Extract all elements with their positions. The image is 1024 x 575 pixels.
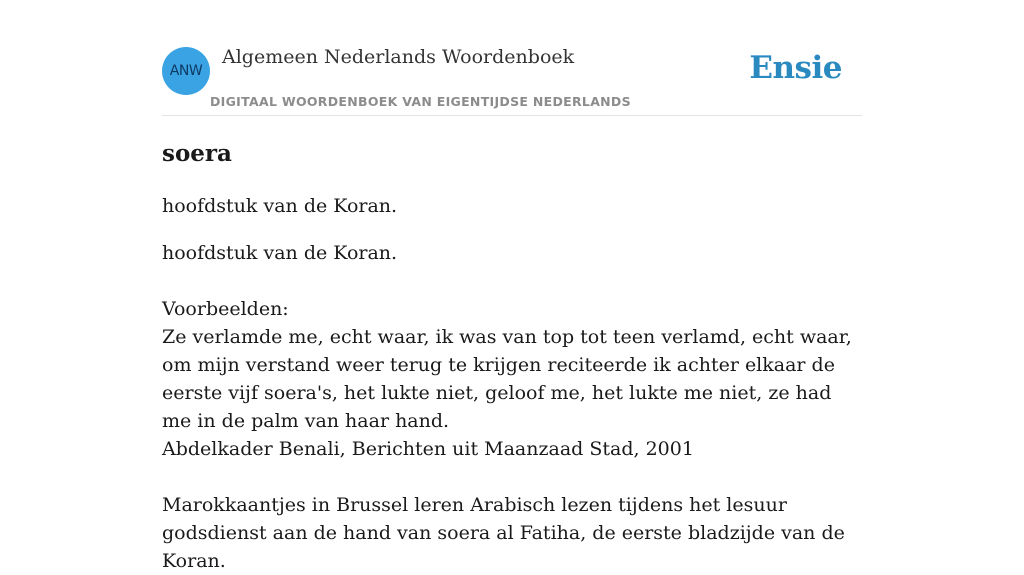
example-item	[162, 323, 862, 463]
example-text: Ze verlamde me, echt waar, ik was van top tot teen verlamd, echt waar, om mijn verstand weer terug te krijgen reciteerde ik achter elkaar de eerste vijf soera's, het lukte niet, geloof me, het lukte me niet, ze had me in de palm van haar hand.	[162, 326, 852, 432]
ensie-brand-logo[interactable]: Ensie	[749, 50, 842, 86]
entry-summary: hoofdstuk van de Koran.	[162, 195, 398, 217]
examples-label: Voorbeelden:	[162, 298, 289, 320]
anw-logo[interactable]: ANW	[162, 47, 210, 95]
example-source: Abdelkader Benali, Berichten uit Maanzaad Stad, 2001	[162, 438, 694, 460]
site-subtitle: DIGITAAL WOORDENBOEK VAN EIGENTIJDSE NEDERLANDS	[210, 94, 631, 109]
entry-content	[162, 136, 862, 575]
entry-headword: soera	[162, 140, 232, 167]
examples-list	[162, 323, 862, 575]
site-header	[162, 40, 862, 116]
site-title[interactable]: Algemeen Nederlands Woordenboek	[222, 46, 575, 68]
example-text: Marokkaantjes in Brussel leren Arabisch lezen tijdens het lesuur godsdienst aan de hand van soera al Fatiha, de eerste bladzijde van de Koran.	[162, 494, 845, 572]
entry-definition: hoofdstuk van de Koran.	[162, 242, 398, 264]
example-item	[162, 491, 862, 575]
